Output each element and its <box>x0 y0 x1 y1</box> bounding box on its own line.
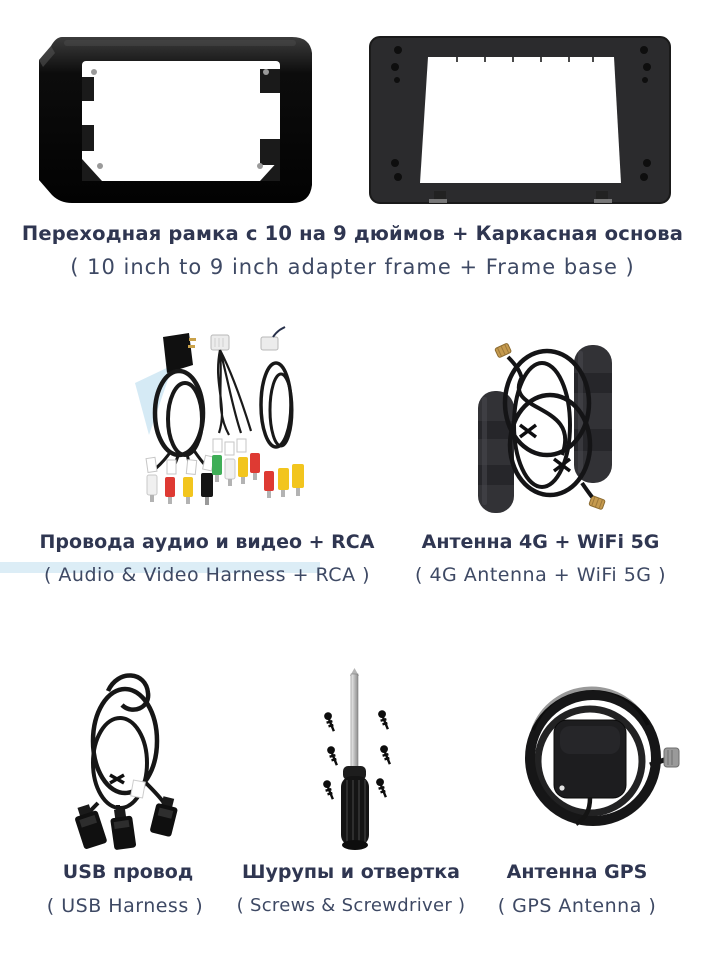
rca-caption-en: ( Audio & Video Harness + RCA ) <box>43 564 371 586</box>
rca-caption-ru: Провода аудио и видео + RCA <box>39 531 375 553</box>
screws-caption-ru: Шурупы и отвертка <box>242 861 460 883</box>
gps-caption-ru: Антенна GPS <box>506 861 648 883</box>
frames-caption-en: ( 10 inch to 9 inch adapter frame + Frame base ) <box>70 255 635 279</box>
4g-wifi-antenna-photo <box>462 333 632 528</box>
usb-caption-en: ( USB Harness ) <box>46 895 204 917</box>
adapter-frame-photo <box>30 27 336 215</box>
screws-caption-en: ( Screws & Screwdriver ) <box>236 895 466 916</box>
antenna4g-caption-en: ( 4G Antenna + WiFi 5G ) <box>415 564 666 586</box>
usb-harness-photo <box>60 663 200 858</box>
frames-caption-ru: Переходная рамка с 10 на 9 дюймов + Каркасная основа <box>21 222 684 245</box>
antenna4g-caption-ru: Антенна 4G + WiFi 5G <box>421 531 660 553</box>
rca-harness-photo <box>133 325 308 525</box>
gps-caption-en: ( GPS Antenna ) <box>497 895 657 917</box>
gps-antenna-photo <box>498 670 683 850</box>
screws-screwdriver-photo <box>299 668 411 853</box>
frame-base-photo <box>368 35 674 207</box>
usb-caption-ru: USB провод <box>62 861 194 883</box>
